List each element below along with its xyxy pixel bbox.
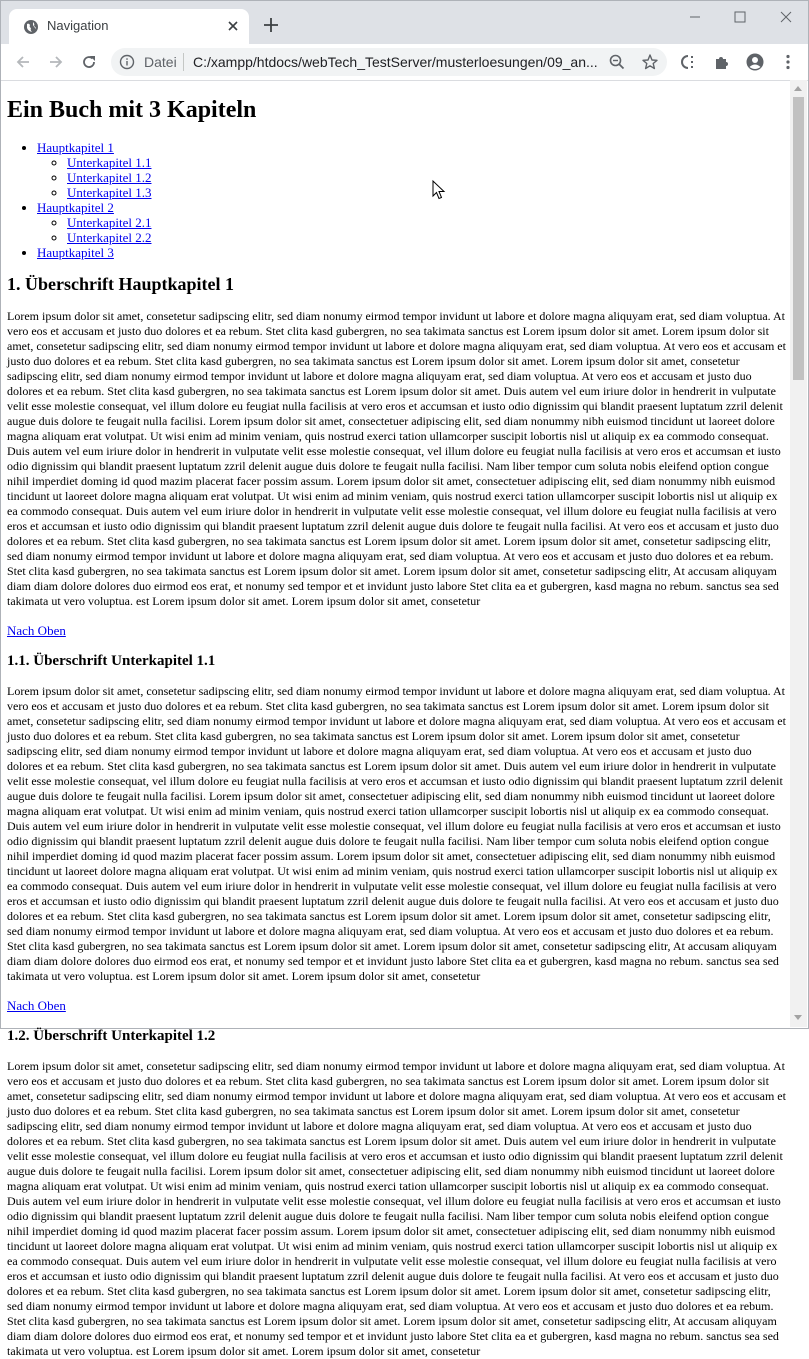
- tab-navigation[interactable]: [9, 9, 249, 44]
- new-tab-icon[interactable]: [261, 15, 281, 35]
- toc-item: [37, 140, 786, 200]
- vertical-scrollbar[interactable]: [790, 80, 807, 1027]
- info-icon[interactable]: [119, 54, 135, 70]
- window-close-icon[interactable]: [776, 7, 796, 27]
- toc-item: [37, 245, 786, 260]
- toc-link-unterkapitel-1-3[interactable]: Unterkapitel 1.3: [67, 185, 152, 200]
- toc-item: [37, 200, 786, 245]
- toc-link-unterkapitel-2-2[interactable]: Unterkapitel 2.2: [67, 230, 152, 245]
- back-arrow-icon[interactable]: [13, 52, 33, 72]
- section-paragraph: Lorem ipsum dolor sit amet, consetetur sadipscing elitr, sed diam nonumy eirmod tempor invidunt ut labore et dolore magna aliquyam erat, sed diam voluptua. At vero eos et accusam et justo duo dolores et ea rebum. Stet clita kasd gubergren, no sea takimata sanctus est Lorem ipsum dolor sit amet. Lorem ipsum dolor sit amet, consetetur sadipscing elitr, sed diam nonumy eirmod tempor invidunt ut labore et dolore magna aliquyam erat, sed diam voluptua. At vero eos et accusam et justo duo dolores et ea rebum. Stet clita kasd gubergren, no sea takimata sanctus est Lorem ipsum dolor sit amet. Lorem ipsum dolor sit amet, consetetur sadipscing elitr, sed diam nonumy eirmod tempor invidunt ut labore et dolore magna aliquyam erat, sed diam voluptua. At vero eos et accusam et justo duo dolores et ea rebum. Stet clita kasd gubergren, no sea takimata sanctus est Lorem ipsum dolor sit amet. Duis autem vel eum iriure dolor in hendrerit in vulputate velit esse molestie consequat, vel illum dolore eu feugiat nulla facilisis at vero eros et accumsan et iusto odio dignissim qui blandit praesent luptatum zzril delenit augue duis dolore te feugait nulla facilisi. Lorem ipsum dolor sit amet, consectetuer adipiscing elit, sed diam nonummy nibh euismod tincidunt ut laoreet dolore magna aliquam erat volutpat. Ut wisi enim ad minim veniam, quis nostrud exerci tation ullamcorper suscipit lobortis nisl ut aliquip ex ea commodo consequat. Duis autem vel eum iriure dolor in hendrerit in vulputate velit esse molestie consequat, vel illum dolore eu feugiat nulla facilisis at vero eros et accumsan et iusto odio dignissim qui blandit praesent luptatum zzril delenit augue duis dolore te feugait nulla facilisi. Nam liber tempor cum soluta nobis eleifend option congue nihil imperdiet doming id quod mazim placerat facer possim assum. Lorem ipsum dolor sit amet, consectetuer adipiscing elit, sed diam nonummy nibh euismod tincidunt ut laoreet dolore magna aliquam erat volutpat. Ut wisi enim ad minim veniam, quis nostrud exerci tation ullamcorper suscipit lobortis nisl ut aliquip ex ea commodo consequat. Duis autem vel eum iriure dolor in hendrerit in vulputate velit esse molestie consequat, vel illum dolore eu feugiat nulla facilisis at vero eros et accumsan et iusto odio dignissim qui blandit praesent luptatum zzril delenit augue duis dolore te feugait nulla facilisi. At vero eos et accusam et justo duo dolores et ea rebum. Stet clita kasd gubergren, no sea takimata sanctus est Lorem ipsum dolor sit amet. Lorem ipsum dolor sit amet, consetetur sadipscing elitr, sed diam nonumy eirmod tempor invidunt ut labore et dolore magna aliquyam erat, sed diam voluptua. At vero eos et accusam et justo duo dolores et ea rebum. Stet clita kasd gubergren, no sea takimata sanctus est Lorem ipsum dolor sit amet. Lorem ipsum dolor sit amet, consetetur sadipscing elitr, At accusam aliquyam diam diam dolore dolores duo eirmod eos erat, et nonumy sed tempor et et invidunt justo labore Stet clita ea et gubergren, kasd magna no rebum. sanctus sea sed takimata ut vero voluptua. est Lorem ipsum dolor sit amet. Lorem ipsum dolor sit amet, consetetur: [7, 1059, 786, 1358]
- toc-link-hauptkapitel-3[interactable]: Hauptkapitel 3: [37, 245, 114, 260]
- url-separator: [183, 53, 184, 71]
- address-bar[interactable]: [111, 48, 667, 76]
- globe-icon: [23, 19, 39, 35]
- toc-item: [67, 170, 786, 185]
- url-text[interactable]: C:/xampp/htdocs/webTech_TestServer/musterloesungen/09_an...: [193, 54, 598, 70]
- page-viewport: [0, 80, 790, 1358]
- tab-strip: [1, 1, 808, 44]
- scroll-down-arrow-icon[interactable]: [794, 1015, 802, 1020]
- minimize-icon[interactable]: [685, 7, 705, 27]
- mouse-pointer-icon: [432, 180, 446, 201]
- section-heading-1-1: 1.1. Überschrift Unterkapitel 1.1: [7, 653, 216, 669]
- back-to-top-link[interactable]: Nach Oben: [7, 623, 66, 638]
- toc-item: [67, 230, 786, 245]
- section-heading-1-2: 1.2. Überschrift Unterkapitel 1.2: [7, 1028, 216, 1044]
- section-paragraph: Lorem ipsum dolor sit amet, consetetur sadipscing elitr, sed diam nonumy eirmod tempor invidunt ut labore et dolore magna aliquyam erat, sed diam voluptua. At vero eos et accusam et justo duo dolores et ea rebum. Stet clita kasd gubergren, no sea takimata sanctus est Lorem ipsum dolor sit amet. Lorem ipsum dolor sit amet, consetetur sadipscing elitr, sed diam nonumy eirmod tempor invidunt ut labore et dolore magna aliquyam erat, sed diam voluptua. At vero eos et accusam et justo duo dolores et ea rebum. Stet clita kasd gubergren, no sea takimata sanctus est Lorem ipsum dolor sit amet. Lorem ipsum dolor sit amet, consetetur sadipscing elitr, sed diam nonumy eirmod tempor invidunt ut labore et dolore magna aliquyam erat, sed diam voluptua. At vero eos et accusam et justo duo dolores et ea rebum. Stet clita kasd gubergren, no sea takimata sanctus est Lorem ipsum dolor sit amet. Duis autem vel eum iriure dolor in hendrerit in vulputate velit esse molestie consequat, vel illum dolore eu feugiat nulla facilisis at vero eros et accumsan et iusto odio dignissim qui blandit praesent luptatum zzril delenit augue duis dolore te feugait nulla facilisi. Lorem ipsum dolor sit amet, consectetuer adipiscing elit, sed diam nonummy nibh euismod tincidunt ut laoreet dolore magna aliquam erat volutpat. Ut wisi enim ad minim veniam, quis nostrud exerci tation ullamcorper suscipit lobortis nisl ut aliquip ex ea commodo consequat. Duis autem vel eum iriure dolor in hendrerit in vulputate velit esse molestie consequat, vel illum dolore eu feugiat nulla facilisis at vero eros et accumsan et iusto odio dignissim qui blandit praesent luptatum zzril delenit augue duis dolore te feugait nulla facilisi. Nam liber tempor cum soluta nobis eleifend option congue nihil imperdiet doming id quod mazim placerat facer possim assum. Lorem ipsum dolor sit amet, consectetuer adipiscing elit, sed diam nonummy nibh euismod tincidunt ut laoreet dolore magna aliquam erat volutpat. Ut wisi enim ad minim veniam, quis nostrud exerci tation ullamcorper suscipit lobortis nisl ut aliquip ex ea commodo consequat. Duis autem vel eum iriure dolor in hendrerit in vulputate velit esse molestie consequat, vel illum dolore eu feugiat nulla facilisis at vero eros et accumsan et iusto odio dignissim qui blandit praesent luptatum zzril delenit augue duis dolore te feugait nulla facilisi. At vero eos et accusam et justo duo dolores et ea rebum. Stet clita kasd gubergren, no sea takimata sanctus est Lorem ipsum dolor sit amet. Lorem ipsum dolor sit amet, consetetur sadipscing elitr, sed diam nonumy eirmod tempor invidunt ut labore et dolore magna aliquyam erat, sed diam voluptua. At vero eos et accusam et justo duo dolores et ea rebum. Stet clita kasd gubergren, no sea takimata sanctus est Lorem ipsum dolor sit amet. Lorem ipsum dolor sit amet, consetetur sadipscing elitr, At accusam aliquyam diam diam dolore dolores duo eirmod eos erat, et nonumy sed tempor et et invidunt justo labore Stet clita ea et gubergren, kasd magna no rebum. sanctus sea sed takimata ut vero voluptua. est Lorem ipsum dolor sit amet. Lorem ipsum dolor sit amet, consetetur: [7, 684, 786, 983]
- table-of-contents: [7, 140, 786, 260]
- toc-item: [67, 215, 786, 230]
- scrollbar-thumb[interactable]: [793, 97, 804, 380]
- tab-title: Navigation: [47, 18, 109, 33]
- toc-link-unterkapitel-1-2[interactable]: Unterkapitel 1.2: [67, 170, 152, 185]
- forward-arrow-icon[interactable]: [46, 52, 66, 72]
- close-icon[interactable]: [225, 18, 241, 34]
- toc-item: [67, 185, 786, 200]
- url-scheme-label: Datei: [144, 54, 177, 70]
- zoom-out-icon[interactable]: [608, 53, 626, 71]
- page-title: Ein Buch mit 3 Kapiteln: [7, 97, 257, 123]
- reload-icon[interactable]: [79, 52, 99, 72]
- maximize-icon[interactable]: [730, 7, 750, 27]
- back-to-top-link[interactable]: Nach Oben: [7, 998, 66, 1013]
- bookmark-star-icon[interactable]: [641, 53, 659, 71]
- toc-item: [67, 155, 786, 170]
- toc-link-hauptkapitel-2[interactable]: Hauptkapitel 2: [37, 200, 114, 215]
- section-heading-1: 1. Überschrift Hauptkapitel 1: [7, 274, 234, 294]
- toc-link-unterkapitel-1-1[interactable]: Unterkapitel 1.1: [67, 155, 152, 170]
- profile-avatar-icon[interactable]: [745, 52, 765, 72]
- toc-link-unterkapitel-2-1[interactable]: Unterkapitel 2.1: [67, 215, 152, 230]
- extensions-icon[interactable]: [712, 52, 732, 72]
- section-paragraph: Lorem ipsum dolor sit amet, consetetur sadipscing elitr, sed diam nonumy eirmod tempor invidunt ut labore et dolore magna aliquyam erat, sed diam voluptua. At vero eos et accusam et justo duo dolores et ea rebum. Stet clita kasd gubergren, no sea takimata sanctus est Lorem ipsum dolor sit amet. Lorem ipsum dolor sit amet, consetetur sadipscing elitr, sed diam nonumy eirmod tempor invidunt ut labore et dolore magna aliquyam erat, sed diam voluptua. At vero eos et accusam et justo duo dolores et ea rebum. Stet clita kasd gubergren, no sea takimata sanctus est Lorem ipsum dolor sit amet. Lorem ipsum dolor sit amet, consetetur sadipscing elitr, sed diam nonumy eirmod tempor invidunt ut labore et dolore magna aliquyam erat, sed diam voluptua. At vero eos et accusam et justo duo dolores et ea rebum. Stet clita kasd gubergren, no sea takimata sanctus est Lorem ipsum dolor sit amet. Duis autem vel eum iriure dolor in hendrerit in vulputate velit esse molestie consequat, vel illum dolore eu feugiat nulla facilisis at vero eros et accumsan et iusto odio dignissim qui blandit praesent luptatum zzril delenit augue duis dolore te feugait nulla facilisi. Lorem ipsum dolor sit amet, consectetuer adipiscing elit, sed diam nonummy nibh euismod tincidunt ut laoreet dolore magna aliquam erat volutpat. Ut wisi enim ad minim veniam, quis nostrud exerci tation ullamcorper suscipit lobortis nisl ut aliquip ex ea commodo consequat. Duis autem vel eum iriure dolor in hendrerit in vulputate velit esse molestie consequat, vel illum dolore eu feugiat nulla facilisis at vero eros et accumsan et iusto odio dignissim qui blandit praesent luptatum zzril delenit augue duis dolore te feugait nulla facilisi. Nam liber tempor cum soluta nobis eleifend option congue nihil imperdiet doming id quod mazim placerat facer possim assum. Lorem ipsum dolor sit amet, consectetuer adipiscing elit, sed diam nonummy nibh euismod tincidunt ut laoreet dolore magna aliquam erat volutpat. Ut wisi enim ad minim veniam, quis nostrud exerci tation ullamcorper suscipit lobortis nisl ut aliquip ex ea commodo consequat. Duis autem vel eum iriure dolor in hendrerit in vulputate velit esse molestie consequat, vel illum dolore eu feugiat nulla facilisis at vero eros et accumsan et iusto odio dignissim qui blandit praesent luptatum zzril delenit augue duis dolore te feugait nulla facilisi. At vero eos et accusam et justo duo dolores et ea rebum. Stet clita kasd gubergren, no sea takimata sanctus est Lorem ipsum dolor sit amet. Lorem ipsum dolor sit amet, consetetur sadipscing elitr, sed diam nonumy eirmod tempor invidunt ut labore et dolore magna aliquyam erat, sed diam voluptua. At vero eos et accusam et justo duo dolores et ea rebum. Stet clita kasd gubergren, no sea takimata sanctus est Lorem ipsum dolor sit amet. Lorem ipsum dolor sit amet, consetetur sadipscing elitr, At accusam aliquyam diam diam dolore dolores duo eirmod eos erat, et nonumy sed tempor et et invidunt justo labore Stet clita ea et gubergren, kasd magna no rebum. sanctus sea sed takimata ut vero voluptua. est Lorem ipsum dolor sit amet. Lorem ipsum dolor sit amet, consetetur: [7, 309, 786, 608]
- scroll-up-arrow-icon[interactable]: [794, 86, 802, 91]
- menu-kebab-icon[interactable]: [778, 52, 798, 72]
- browser-toolbar: [1, 44, 808, 81]
- toc-link-hauptkapitel-1[interactable]: Hauptkapitel 1: [37, 140, 114, 155]
- cast-extension-icon[interactable]: [679, 52, 699, 72]
